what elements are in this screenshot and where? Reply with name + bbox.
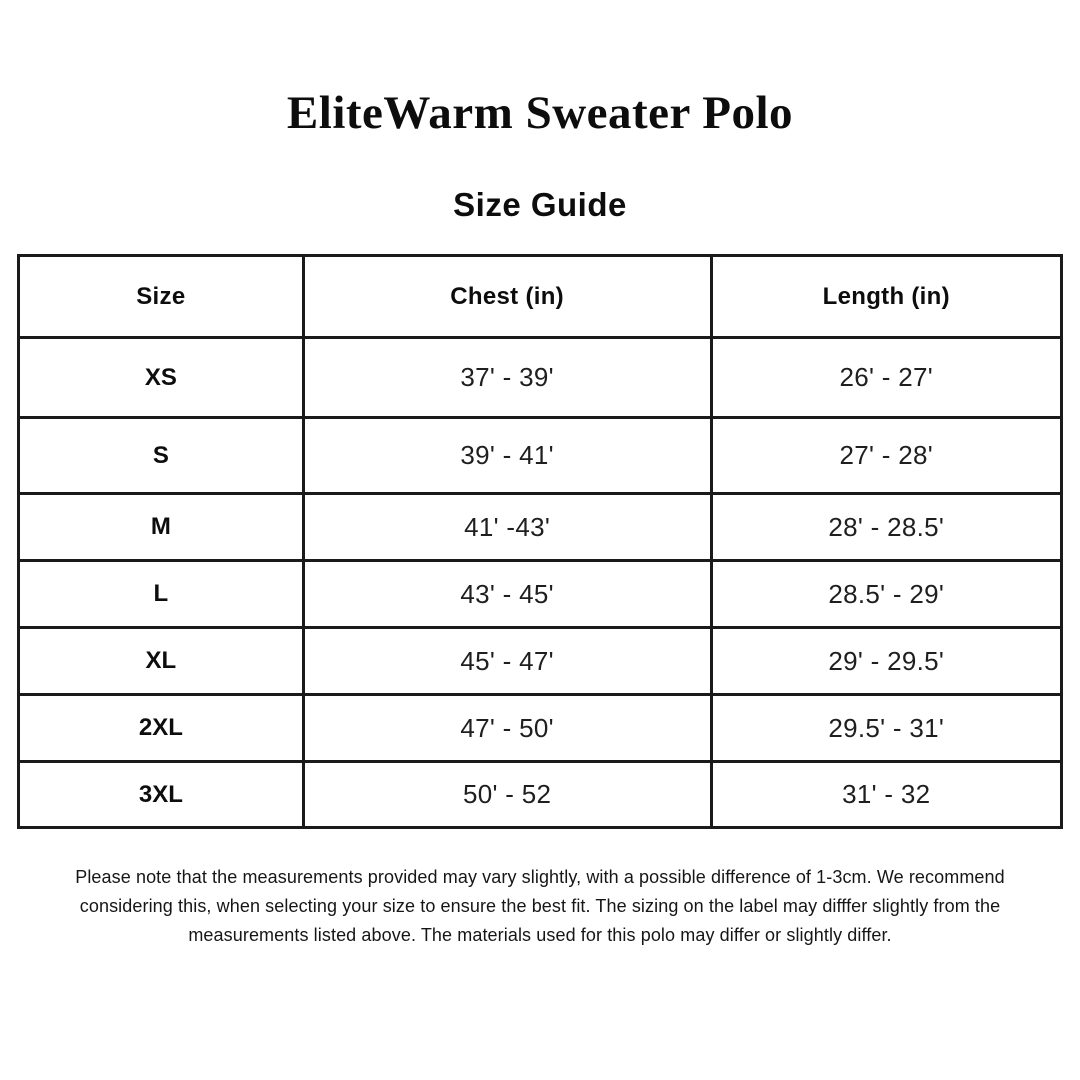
size-table <box>17 254 1063 829</box>
table-row <box>19 338 1062 418</box>
header-row <box>19 256 1062 338</box>
chest-cell: 43' - 45' <box>303 561 711 628</box>
chest-cell: 47' - 50' <box>303 695 711 762</box>
table-row <box>19 418 1062 494</box>
length-cell: 29.5' - 31' <box>711 695 1061 762</box>
length-cell: 26' - 27' <box>711 338 1061 418</box>
chest-cell: 39' - 41' <box>303 418 711 494</box>
column-header-chest: Chest (in) <box>303 256 711 338</box>
length-cell: 28' - 28.5' <box>711 494 1061 561</box>
size-table-header <box>19 256 1062 338</box>
size-cell: L <box>19 561 304 628</box>
size-cell: XL <box>19 628 304 695</box>
chest-cell: 37' - 39' <box>303 338 711 418</box>
size-cell: XS <box>19 338 304 418</box>
table-row <box>19 561 1062 628</box>
column-header-size: Size <box>19 256 304 338</box>
chest-cell: 41' -43' <box>303 494 711 561</box>
table-row <box>19 695 1062 762</box>
size-guide-heading: Size Guide <box>453 186 627 223</box>
column-header-length: Length (in) <box>711 256 1061 338</box>
size-cell: S <box>19 418 304 494</box>
chest-cell: 45' - 47' <box>303 628 711 695</box>
length-cell: 31' - 32 <box>711 762 1061 828</box>
table-row <box>19 628 1062 695</box>
size-table-body <box>19 338 1062 828</box>
length-cell: 29' - 29.5' <box>711 628 1061 695</box>
size-cell: M <box>19 494 304 561</box>
table-row <box>19 762 1062 828</box>
measurement-disclaimer: Please note that the measurements provided may vary slightly, with a possible difference of 1-3cm. We recommend considering this, when selecting your size to ensure the best fit. The sizing on the label may difffer slightly from the measurements listed above. The materials used for this polo may differ or slightly differ. <box>75 867 1005 945</box>
size-cell: 2XL <box>19 695 304 762</box>
size-cell: 3XL <box>19 762 304 828</box>
length-cell: 28.5' - 29' <box>711 561 1061 628</box>
table-row <box>19 494 1062 561</box>
length-cell: 27' - 28' <box>711 418 1061 494</box>
chest-cell: 50' - 52 <box>303 762 711 828</box>
product-title: EliteWarm Sweater Polo <box>286 87 794 139</box>
